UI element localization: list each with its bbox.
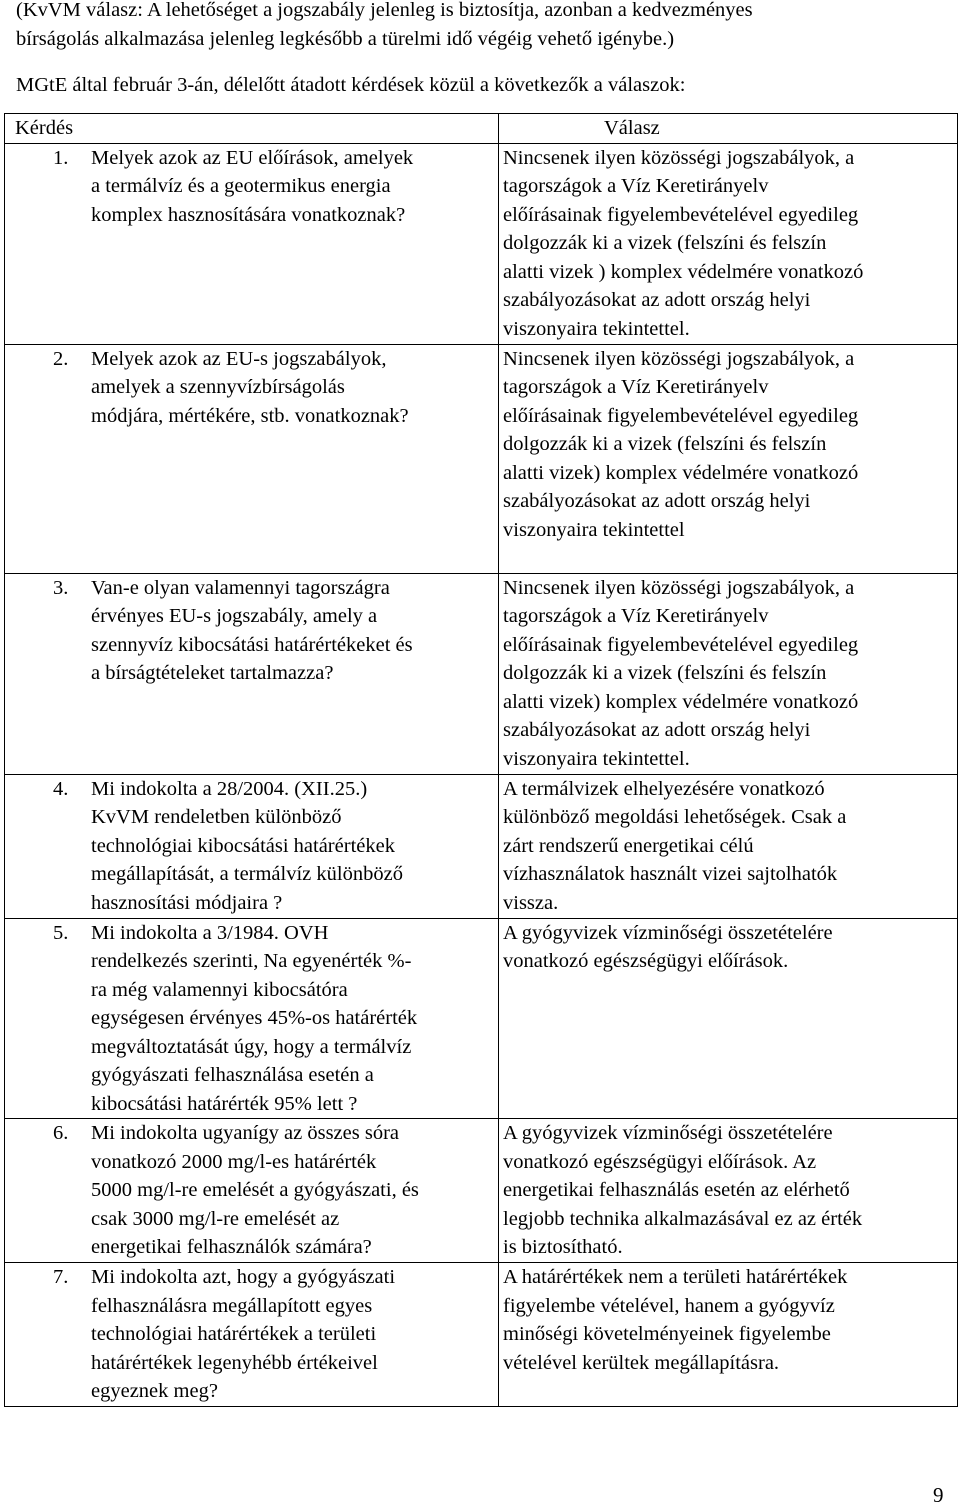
table-row bbox=[5, 143, 958, 344]
table-row bbox=[5, 774, 958, 918]
header-answer: Válasz bbox=[499, 114, 958, 144]
question-number: 2. bbox=[53, 347, 69, 370]
answer-text: A gyógyvizek vízminőségi összetételére vonatkozó egészségügyi előírások. bbox=[503, 921, 833, 972]
answer-text: Nincsenek ilyen közösségi jogszabályok, a tagországok a Víz Keretirányelv előírásainak figyelembevételével egyedileg dolgozzák ki a vizek (felszíni és felszín alatti vizek) komplex védelmére vonatkozó szabályozásokat az adott ország helyi viszonyaira tekintettel. bbox=[503, 576, 859, 770]
answer-cell bbox=[499, 774, 958, 918]
question-cell bbox=[5, 344, 499, 573]
question-number: 3. bbox=[53, 576, 69, 599]
question-text: Mi indokolta ugyanígy az összes sóra vonatkozó 2000 mg/l-es határérték 5000 mg/l-re emelését a gyógyászati, és csak 3000 mg/l-re emelését az energetikai felhasználók számára? bbox=[91, 1122, 419, 1258]
answer-cell bbox=[499, 573, 958, 774]
header-question: Kérdés bbox=[5, 114, 499, 144]
question-number: 4. bbox=[53, 777, 69, 800]
answer-cell bbox=[499, 1263, 958, 1407]
answer-text: Nincsenek ilyen közösségi jogszabályok, a tagországok a Víz Keretirányelv előírásainak figyelembevételével egyedileg dolgozzák ki a vizek (felszíni és felszín alatti vizek) komplex védelmére vonatkozó szabályozásokat az adott ország helyi viszonyaira tekintettel bbox=[503, 347, 859, 541]
answer-cell bbox=[499, 1119, 958, 1263]
answer-text: Nincsenek ilyen közösségi jogszabályok, a tagországok a Víz Keretirányelv előírásainak figyelembevételével egyedileg dolgozzák ki a vizek (felszíni és felszín alatti vizek ) komplex védelmére vonatkozó szabályozásokat az adott ország helyi viszonyaira tekintettel. bbox=[503, 146, 864, 340]
question-cell bbox=[5, 1263, 499, 1407]
answer-text: A termálvizek elhelyezésére vonatkozó különböző megoldási lehetőségek. Csak a zárt rendszerű energetikai célú vízhasználatok használt vizei sajtolhatók vissza. bbox=[503, 777, 847, 914]
question-number: 6. bbox=[53, 1122, 69, 1144]
answer-cell bbox=[499, 143, 958, 344]
qa-table bbox=[4, 113, 958, 1407]
answer-text: A gyógyvizek vízminőségi összetételére vonatkozó egészségügyi előírások. Az energetikai felhasználás esetén az elérhető legjobb technika alkalmazásával ez az érték is biztosítható. bbox=[503, 1122, 863, 1258]
question-number: 1. bbox=[53, 146, 69, 169]
question-cell bbox=[5, 918, 499, 1119]
question-cell bbox=[5, 1119, 499, 1263]
question-cell bbox=[5, 143, 499, 344]
question-text: Mi indokolta azt, hogy a gyógyászati felhasználásra megállapított egyes technológiai határértékek a területi határértékek legenyhébb értékeivel egyeznek meg? bbox=[91, 1266, 396, 1402]
question-cell bbox=[5, 573, 499, 774]
table-row bbox=[5, 344, 958, 573]
intro-heading: MGtE által február 3-án, délelőtt átadott kérdések közül a következők a válaszok: bbox=[16, 74, 686, 96]
answer-text: A határértékek nem a területi határértékek figyelembe vételével, hanem a gyógyvíz minőségi követelményeinek figyelembe vételével kerültek megállapításra. bbox=[503, 1266, 848, 1374]
table-row bbox=[5, 1119, 958, 1263]
table-row bbox=[5, 918, 958, 1119]
question-text: Mi indokolta a 3/1984. OVH rendelkezés szerinti, Na egyenérték %- ra még valamennyi kibocsátóra egységesen érvényes 45%-os határérték megváltoztatását úgy, hogy a termálvíz gyógyászati felhasználása esetén a kibocsátási határérték 95% lett ? bbox=[91, 921, 418, 1115]
page-number: 9 bbox=[933, 1483, 944, 1507]
question-text: Melyek azok az EU előírások, amelyek a termálvíz és a geotermikus energia komplex hasznosítására vonatkoznak? bbox=[91, 146, 414, 226]
answer-cell bbox=[499, 918, 958, 1119]
intro-note: (KvVM válasz: A lehetőséget a jogszabály jelenleg is biztosítja, azonban a kedvezményes bírságolás alkalmazása jelenleg legkésőbb a türelmi idő végéig vehető igénybe.) bbox=[16, 0, 753, 50]
question-text: Mi indokolta a 28/2004. (XII.25.) KvVM rendeletben különböző technológiai kibocsátási határértékek megállapítását, a termálvíz különböző hasznosítási módjaira ? bbox=[91, 777, 403, 914]
table-header-row bbox=[5, 114, 958, 144]
question-cell bbox=[5, 774, 499, 918]
table-row bbox=[5, 573, 958, 774]
question-number: 7. bbox=[53, 1266, 69, 1288]
table-row bbox=[5, 1263, 958, 1407]
answer-cell bbox=[499, 344, 958, 573]
question-number: 5. bbox=[53, 921, 69, 944]
question-text: Melyek azok az EU-s jogszabályok, amelyek a szennyvízbírságolás módjára, mértékére, stb. vonatkoznak? bbox=[91, 347, 409, 427]
question-text: Van-e olyan valamennyi tagországra érvényes EU-s jogszabály, amely a szennyvíz kibocsátási határértékeket és a bírságtételeket tartalmazza? bbox=[91, 576, 413, 684]
